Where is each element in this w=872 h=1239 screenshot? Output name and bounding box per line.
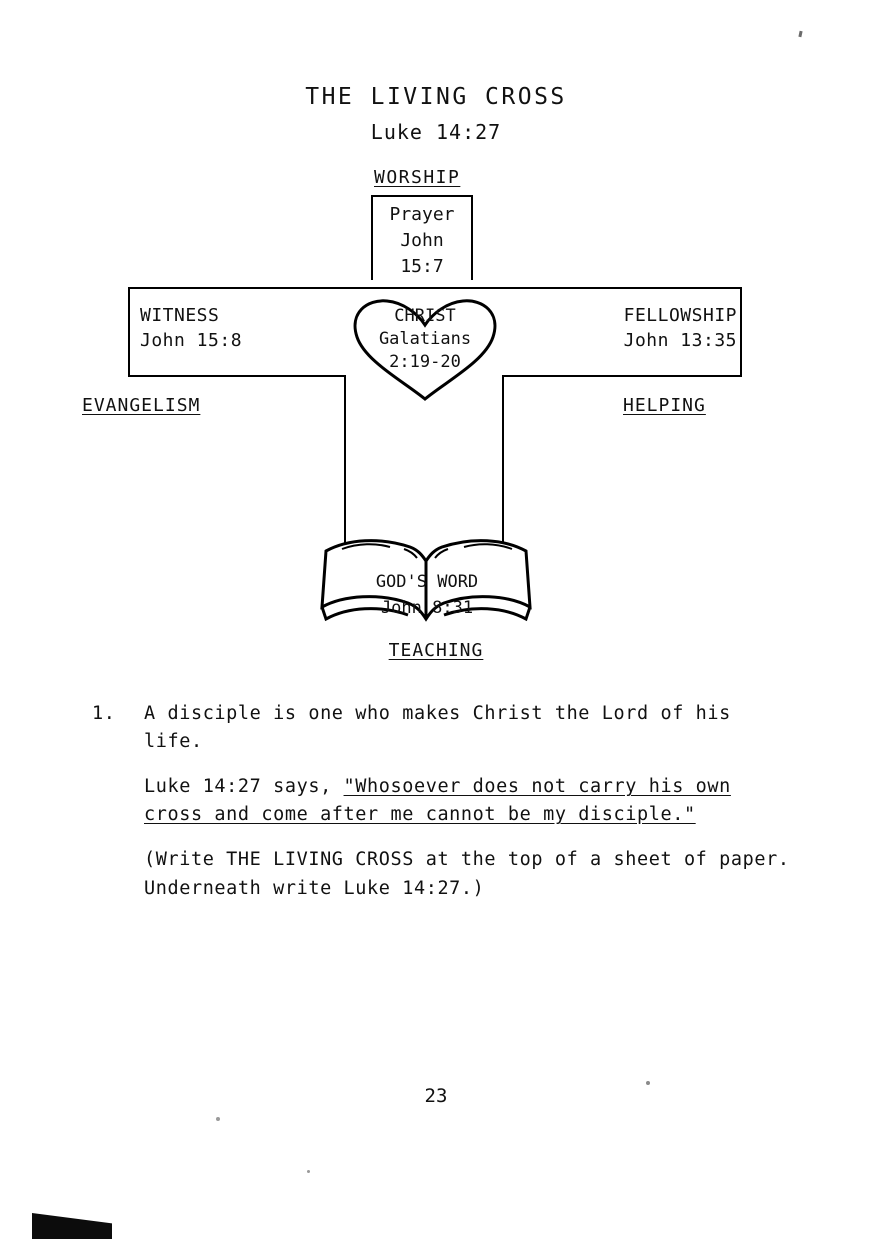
- paragraph-2: [144, 773, 792, 829]
- book-line-1: GOD'S WORD: [375, 572, 479, 592]
- witness-line-1: WITNESS: [140, 305, 220, 326]
- page-title: THE LIVING CROSS: [305, 84, 567, 110]
- scan-speck: [216, 1117, 220, 1121]
- page-number: 23: [424, 1085, 448, 1107]
- scan-speck: [798, 31, 802, 37]
- fellowship-line-1: FELLOWSHIP: [623, 305, 737, 326]
- scan-speck: [307, 1170, 310, 1173]
- witness-line-2: John 15:8: [140, 330, 243, 352]
- prayer-line-3: 15:7: [400, 256, 444, 278]
- list-item-number: 1.: [92, 703, 116, 724]
- scripture-lead-in: Luke 14:27 says,: [144, 776, 344, 798]
- worship-label: WORSHIP: [374, 167, 461, 188]
- scripture-quote: "Whosoever does not carry his own cross and come after me cannot be my disciple.": [144, 776, 731, 826]
- book-text: [318, 570, 536, 621]
- heart-text: [345, 305, 505, 374]
- heart-line-2: Galatians: [378, 328, 472, 349]
- prayer-line-1: Prayer: [389, 204, 455, 225]
- scan-corner-artifact: [32, 1213, 112, 1239]
- heart-line-3: 2:19-20: [389, 351, 461, 372]
- prayer-text: [371, 202, 473, 280]
- fellowship-text: [624, 303, 737, 353]
- heart-line-1: CHRIST: [394, 306, 456, 326]
- body-text-block: [92, 700, 792, 903]
- fellowship-line-2: John 13:35: [623, 330, 737, 352]
- living-cross-diagram: [0, 155, 872, 675]
- evangelism-label: EVANGELISM: [82, 395, 201, 416]
- witness-text: [140, 303, 242, 353]
- teaching-label: TEACHING: [388, 640, 484, 661]
- helping-label: HELPING: [623, 395, 706, 416]
- page-subtitle: Luke 14:27: [370, 120, 502, 144]
- book-line-2: John 8:31: [380, 597, 474, 618]
- teaching-label-wrap: [0, 640, 872, 661]
- paragraph-1: A disciple is one who makes Christ the Lord of his life.: [144, 703, 731, 753]
- paragraph-3: (Write THE LIVING CROSS at the top of a sheet of paper. Underneath write Luke 14:27.): [144, 849, 790, 899]
- prayer-line-2: John: [400, 230, 444, 252]
- scan-speck: [646, 1081, 650, 1085]
